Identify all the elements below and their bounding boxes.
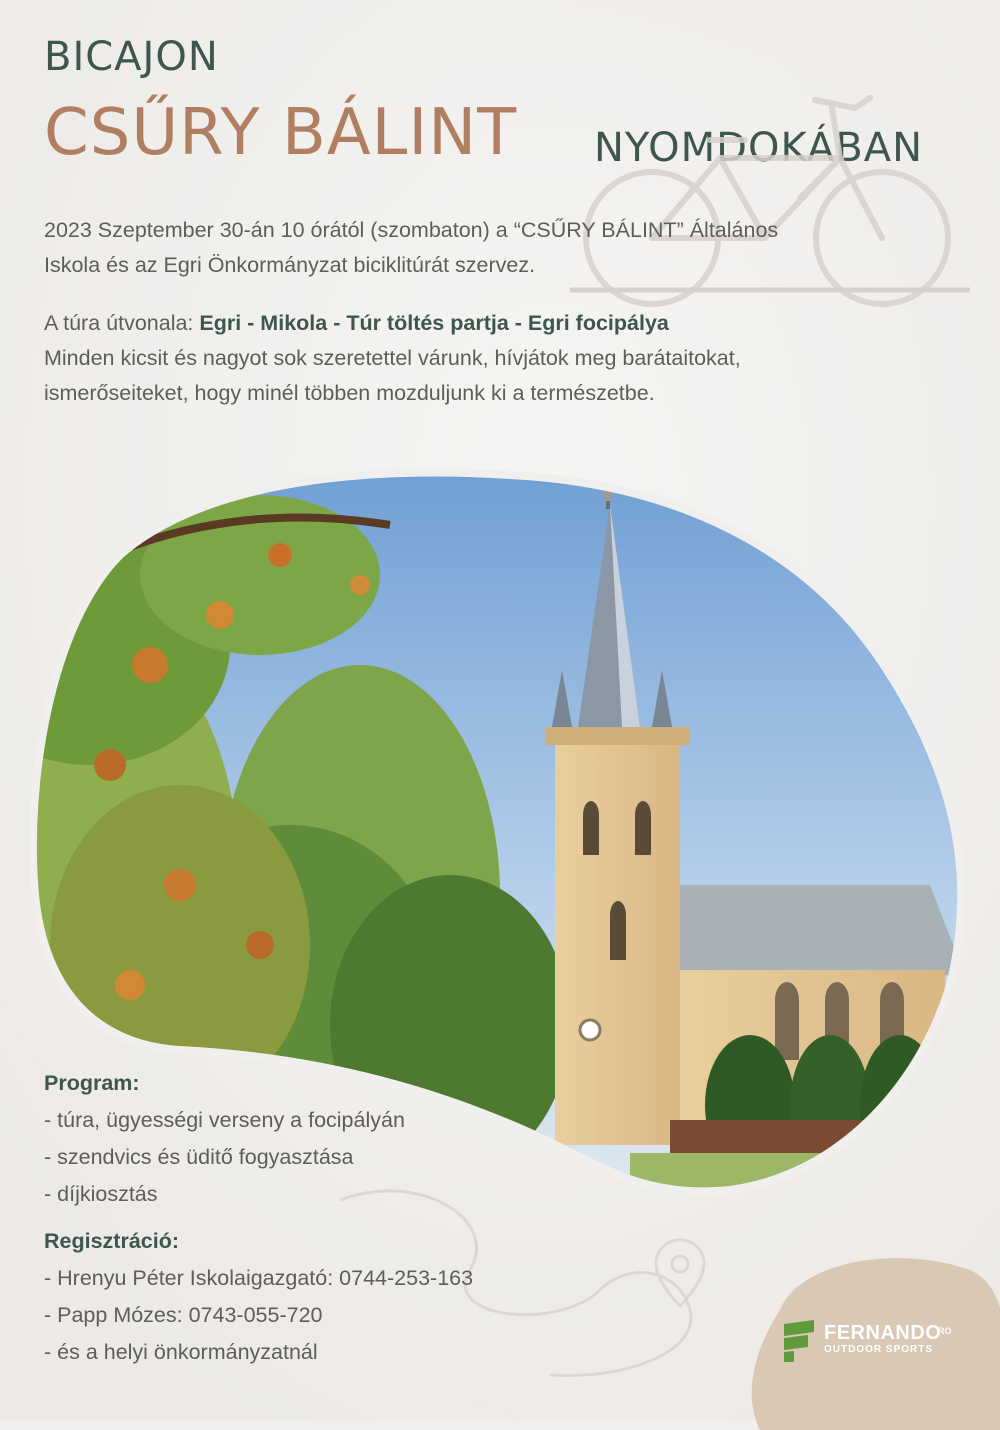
registration-heading: Regisztráció: [44,1229,180,1253]
title-suffix: NYOMDOKÁBAN [594,125,924,171]
title-name: CSŰRY BÁLINT [44,96,518,170]
fernando-logo-icon [780,1320,818,1362]
sponsor-tagline: OUTDOOR SPORTS [824,1344,934,1355]
program-item: - túra, ügyességi verseny a focipályán [44,1108,405,1132]
program-heading: Program: [44,1071,140,1095]
registration-section [44,1223,473,1371]
intro-paragraph [44,213,964,283]
program-item: - szendvics és üditő fogyasztása [44,1145,354,1169]
intro-line-2: Iskola és az Egri Önkormányzat biciklitúrát szervez. [44,253,536,277]
program-item: - díjkiosztás [44,1182,158,1206]
title-top-line: BICAJON [44,34,219,80]
intro-line-1: 2023 Szeptember 30-án 10 órától (szombaton) a “CSŰRY BÁLINT” Általános [44,218,779,242]
registration-item: - Papp Mózes: 0743-055-720 [44,1303,323,1327]
invite-paragraph [44,341,974,411]
fernando-logo [780,1318,980,1364]
route-line [44,306,974,341]
invite-line-2: ismerőseiteket, hogy minél többen mozduljunk ki a természetbe. [44,381,655,405]
sponsor-suffix: RO [938,1326,952,1336]
registration-item: - és a helyi önkormányzatnál [44,1340,318,1364]
sponsor-name: FERNANDO [824,1322,942,1344]
registration-item: - Hrenyu Péter Iskolaigazgató: 0744-253-163 [44,1266,474,1290]
route-label: A túra útvonala: [44,311,200,335]
route-path: Egri - Mikola - Túr töltés partja - Egri focipálya [199,311,669,335]
invite-line-1: Minden kicsit és nagyot sok szeretettel várunk, hívjátok meg barátaitokat, [44,346,741,370]
